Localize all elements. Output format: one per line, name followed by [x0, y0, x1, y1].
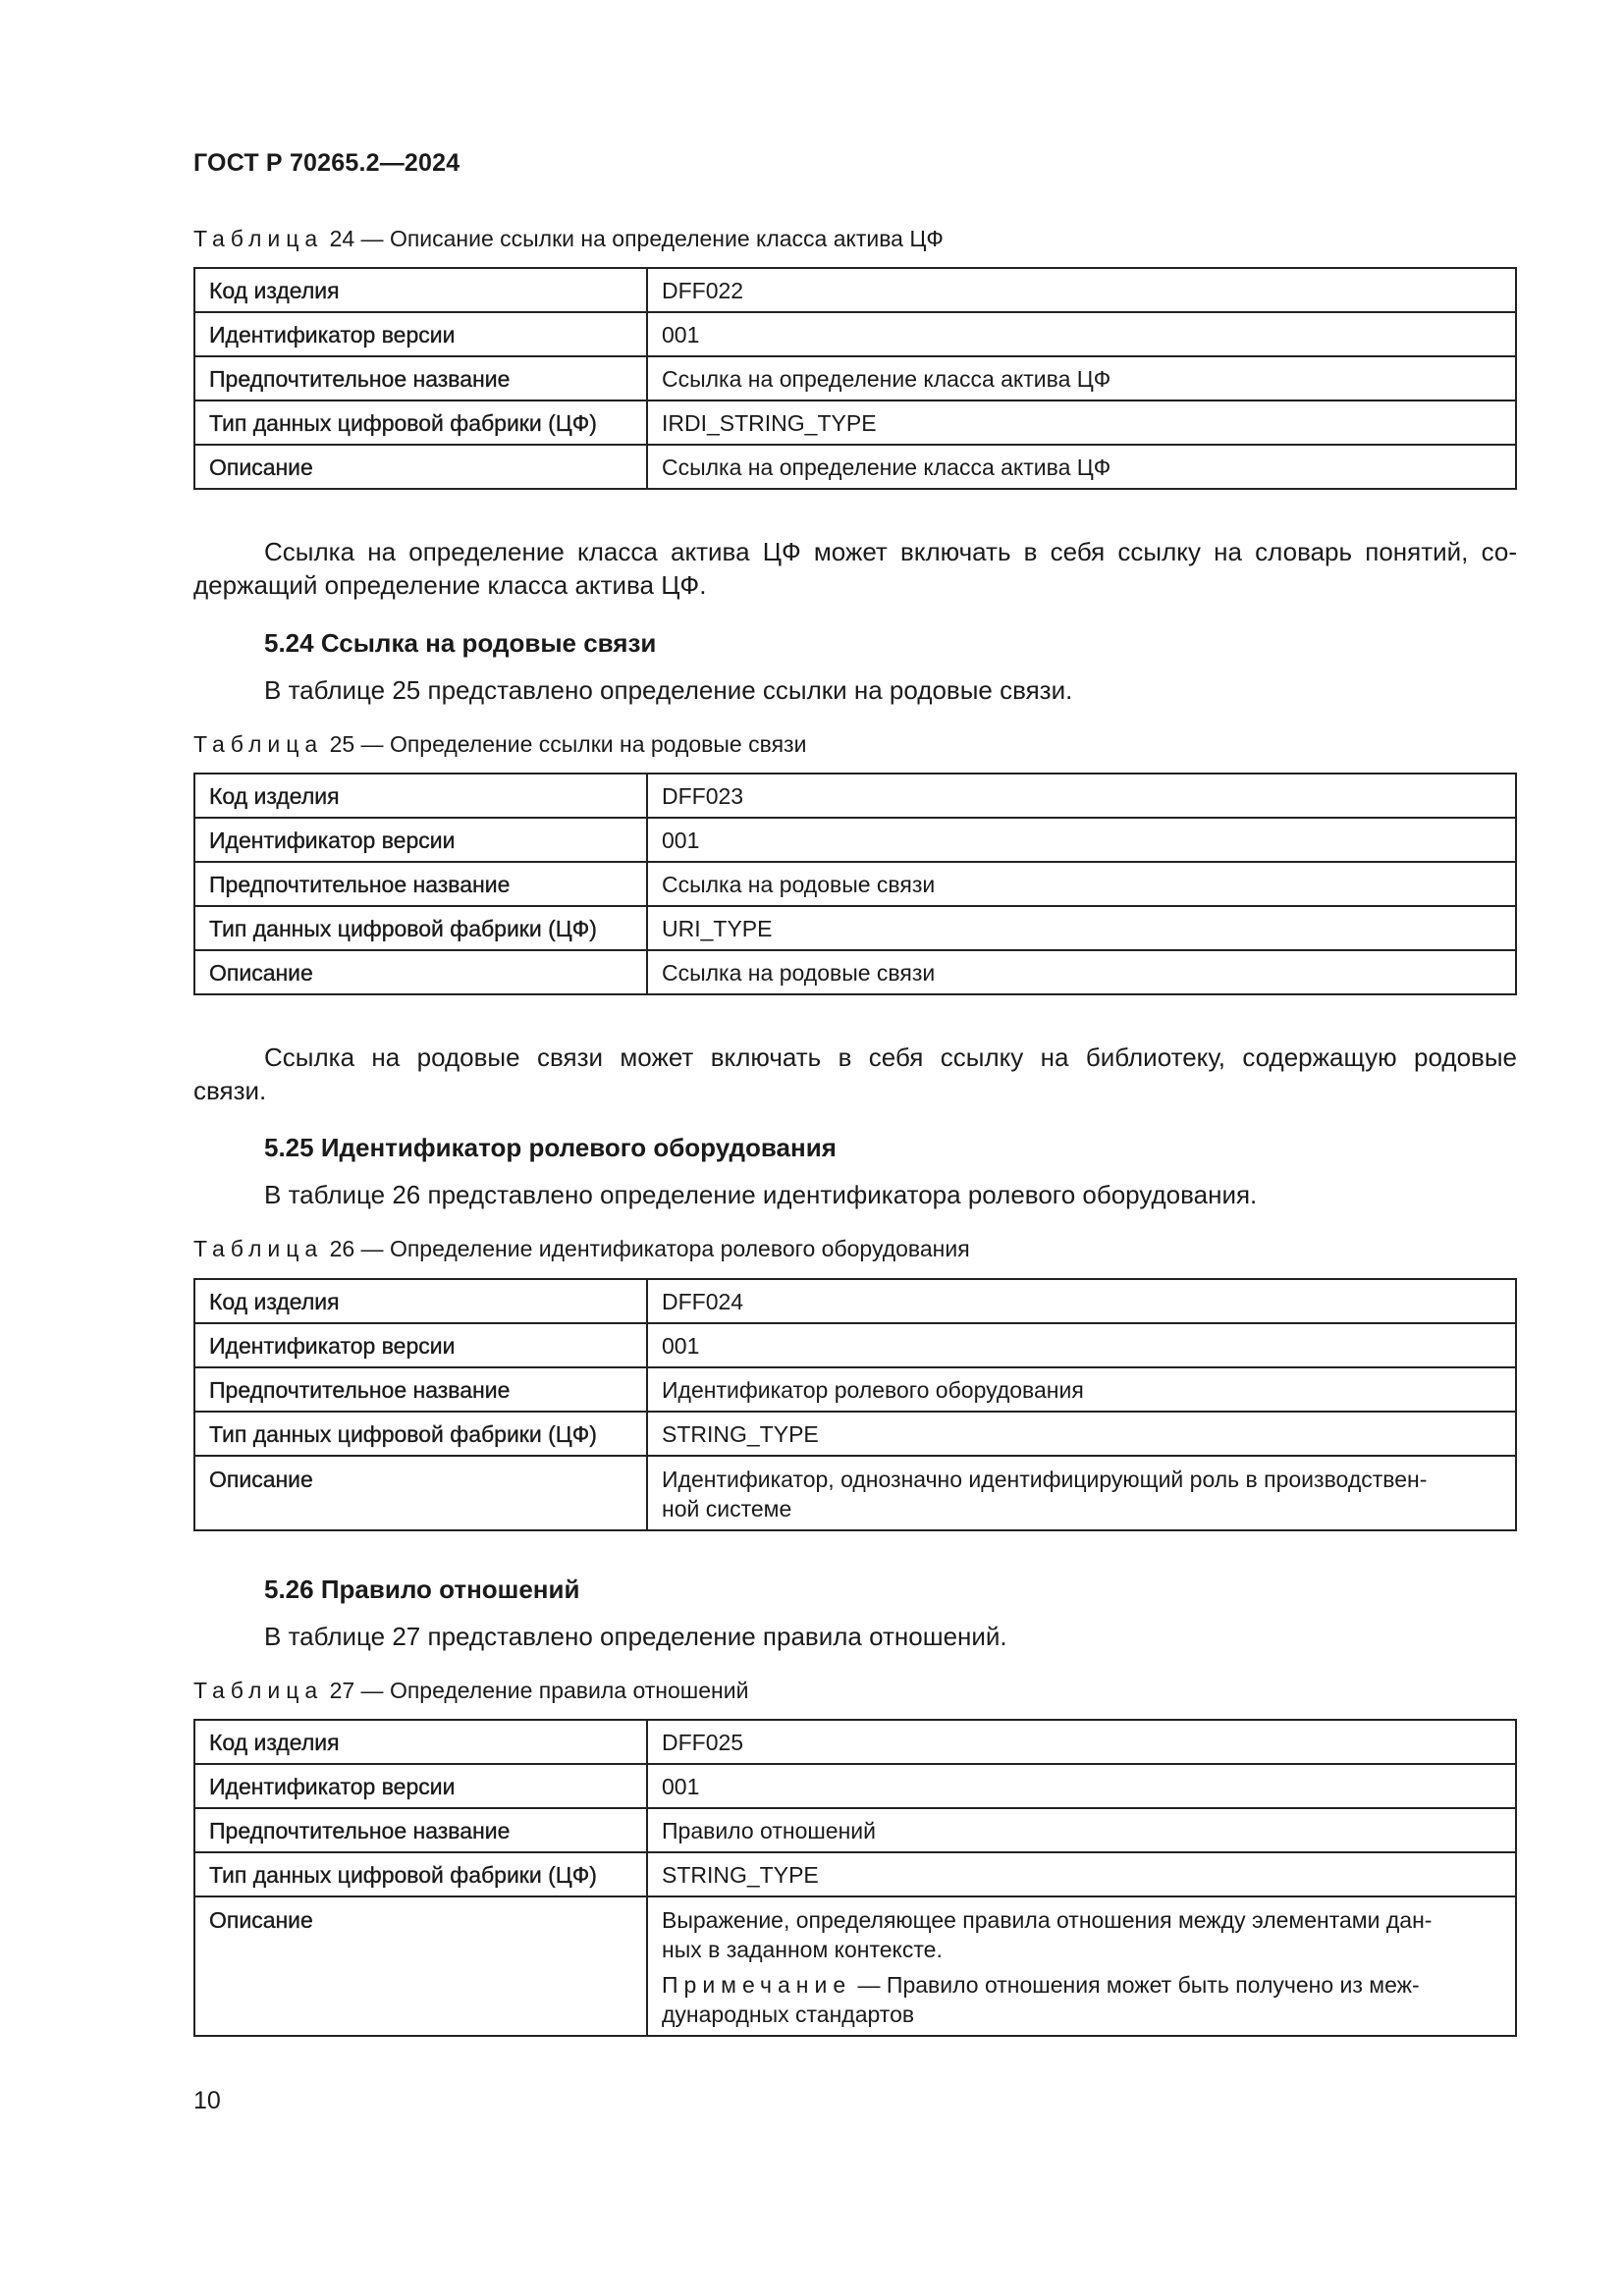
row-label-data-type: Тип данных цифровой фабрики (ЦФ) — [194, 400, 647, 445]
description-line: Выражение, определяющее правила отношения между элементами дан- — [662, 1907, 1433, 1933]
table-caption-word: Таблица — [193, 226, 324, 251]
value-preferred-name: Ссылка на родовые связи — [647, 862, 1516, 906]
table-row — [194, 1808, 1516, 1852]
table-caption-word: Таблица — [193, 731, 324, 757]
paragraph-line: связи. — [193, 1076, 267, 1105]
section-heading-5-26: 5.26 Правило отношений — [264, 1575, 580, 1604]
value-description: Ссылка на родовые связи — [647, 950, 1516, 994]
row-label-preferred-name: Предпочтительное название — [194, 862, 647, 906]
table-26-caption — [193, 1234, 1517, 1263]
table-row — [194, 445, 1516, 489]
table-caption-text: 26 — Определение идентификатора ролевого оборудования — [323, 1236, 970, 1261]
table-24 — [193, 267, 1517, 490]
row-label-preferred-name: Предпочтительное название — [194, 356, 647, 400]
value-product-code: DFF022 — [647, 268, 1516, 312]
description-line: ной системе — [662, 1496, 792, 1522]
section-intro-5-25: В таблице 26 представлено определение идентификатора ролевого оборудования. — [264, 1180, 1258, 1209]
table-caption-text: 25 — Определение ссылки на родовые связи — [323, 731, 807, 757]
section-heading-5-25: 5.25 Идентификатор ролевого оборудования — [264, 1133, 837, 1162]
paragraph-line: держащий определение класса актива ЦФ. — [193, 570, 707, 600]
row-label-data-type: Тип данных цифровой фабрики (ЦФ) — [194, 1412, 647, 1456]
table-row — [194, 1764, 1516, 1808]
note-line — [662, 1970, 1501, 2000]
value-description: Ссылка на определение класса актива ЦФ — [647, 445, 1516, 489]
value-preferred-name: Идентификатор ролевого оборудования — [647, 1367, 1516, 1412]
row-label-product-code: Код изделия — [194, 268, 647, 312]
table-row — [194, 1412, 1516, 1456]
table-24-caption — [193, 224, 1517, 253]
table-row — [194, 1896, 1516, 2036]
table-row — [194, 1367, 1516, 1412]
value-product-code: DFF024 — [647, 1279, 1516, 1323]
table-row — [194, 1456, 1516, 1530]
paragraph-table-25-note — [193, 1041, 1517, 1107]
section-intro-5-24: В таблице 25 представлено определение ссылки на родовые связи. — [264, 675, 1073, 705]
table-row — [194, 906, 1516, 950]
row-label-description: Описание — [194, 1896, 647, 2036]
page-number: 10 — [193, 2087, 221, 2114]
row-label-data-type: Тип данных цифровой фабрики (ЦФ) — [194, 1852, 647, 1896]
value-description — [647, 1456, 1516, 1530]
document-header-title: ГОСТ Р 70265.2—2024 — [193, 149, 460, 177]
value-product-code: DFF023 — [647, 774, 1516, 818]
table-25-caption — [193, 729, 1517, 759]
paragraph-line: Ссылка на определение класса актива ЦФ может включать в себя ссылку на словарь понятий, со- — [264, 537, 1517, 566]
value-version-id: 001 — [647, 312, 1516, 356]
table-row — [194, 1279, 1516, 1323]
table-27-caption — [193, 1676, 1517, 1705]
value-product-code: DFF025 — [647, 1720, 1516, 1764]
row-label-product-code: Код изделия — [194, 1279, 647, 1323]
value-version-id: 001 — [647, 818, 1516, 862]
row-label-preferred-name: Предпочтительное название — [194, 1367, 647, 1412]
table-row — [194, 312, 1516, 356]
note-word: Примечание — [662, 1972, 852, 1998]
table-25 — [193, 773, 1517, 995]
value-preferred-name: Ссылка на определение класса актива ЦФ — [647, 356, 1516, 400]
description-line: ных в заданном контексте. — [662, 1937, 943, 1962]
table-row — [194, 1852, 1516, 1896]
table-row — [194, 1323, 1516, 1367]
table-caption-word: Таблица — [193, 1236, 324, 1261]
table-row — [194, 1720, 1516, 1764]
value-version-id: 001 — [647, 1323, 1516, 1367]
row-label-version-id: Идентификатор версии — [194, 312, 647, 356]
value-data-type: STRING_TYPE — [647, 1852, 1516, 1896]
table-row — [194, 774, 1516, 818]
value-preferred-name: Правило отношений — [647, 1808, 1516, 1852]
table-row — [194, 950, 1516, 994]
note-text: — Правило отношения может быть получено из меж- — [851, 1972, 1420, 1998]
paragraph-table-24-note — [193, 535, 1517, 602]
paragraph-line: Ссылка на родовые связи может включать в себя ссылку на библиотеку, содержащую родовые — [264, 1042, 1517, 1072]
row-label-description: Описание — [194, 1456, 647, 1530]
value-description — [647, 1896, 1516, 2036]
value-data-type: IRDI_STRING_TYPE — [647, 400, 1516, 445]
row-label-version-id: Идентификатор версии — [194, 1764, 647, 1808]
section-heading-5-24: 5.24 Ссылка на родовые связи — [264, 628, 657, 658]
table-row — [194, 268, 1516, 312]
table-caption-text: 24 — Описание ссылки на определение класса актива ЦФ — [323, 226, 944, 251]
section-intro-5-26: В таблице 27 представлено определение правила отношений. — [264, 1622, 1007, 1651]
table-27 — [193, 1719, 1517, 2037]
table-row — [194, 356, 1516, 400]
row-label-preferred-name: Предпочтительное название — [194, 1808, 647, 1852]
value-data-type: URI_TYPE — [647, 906, 1516, 950]
table-caption-text: 27 — Определение правила отношений — [323, 1678, 749, 1703]
row-label-version-id: Идентификатор версии — [194, 1323, 647, 1367]
row-label-description: Описание — [194, 950, 647, 994]
table-row — [194, 862, 1516, 906]
description-line: Идентификатор, однозначно идентифицирующий роль в производствен- — [662, 1467, 1428, 1492]
row-label-version-id: Идентификатор версии — [194, 818, 647, 862]
table-row — [194, 818, 1516, 862]
table-row — [194, 400, 1516, 445]
row-label-product-code: Код изделия — [194, 1720, 647, 1764]
row-label-data-type: Тип данных цифровой фабрики (ЦФ) — [194, 906, 647, 950]
row-label-description: Описание — [194, 445, 647, 489]
note-line: дународных стандартов — [662, 2002, 915, 2027]
value-version-id: 001 — [647, 1764, 1516, 1808]
table-caption-word: Таблица — [193, 1678, 324, 1703]
value-data-type: STRING_TYPE — [647, 1412, 1516, 1456]
table-26 — [193, 1278, 1517, 1531]
row-label-product-code: Код изделия — [194, 774, 647, 818]
